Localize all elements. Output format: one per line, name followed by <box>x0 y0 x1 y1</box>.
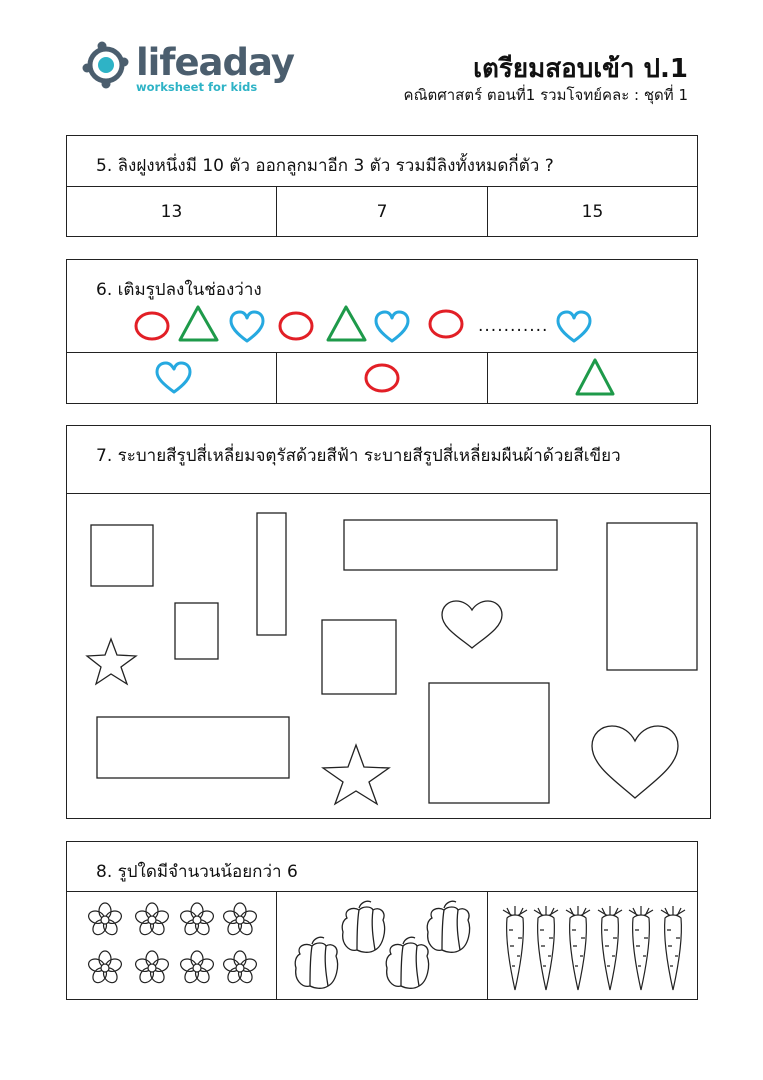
question-7-text: 7. ระบายสีรูปสี่เหลี่ยมจตุรัสด้วยสีฟ้า ระบายสีรูปสี่เหลี่ยมผืนผ้าด้วยสีเขียว <box>96 446 621 466</box>
flower-icon <box>87 903 123 937</box>
carrot-group[interactable] <box>503 906 685 990</box>
carrot-icon <box>503 906 527 990</box>
page-subtitle: คณิตศาสตร์ ตอนที่1 รวมโจทย์คละ : ชุดที่ 1 <box>403 86 688 104</box>
bell-pepper-icon <box>295 937 337 988</box>
flower-icon <box>134 951 170 985</box>
carrot-icon <box>566 906 590 990</box>
carrot-icon <box>598 906 622 990</box>
flower-group[interactable] <box>87 903 258 985</box>
flower-icon <box>87 951 123 985</box>
bell-pepper-icon <box>386 937 428 988</box>
question-8-text: 8. รูปใดมีจำนวนน้อยกว่า 6 <box>96 862 298 882</box>
flower-icon <box>222 951 258 985</box>
bell-pepper-icon <box>342 901 384 952</box>
flower-icon <box>222 903 258 937</box>
carrot-icon <box>534 906 558 990</box>
question-5-answer-b[interactable]: 7 <box>376 202 388 222</box>
flower-icon <box>134 903 170 937</box>
carrot-icon <box>629 906 653 990</box>
question-5-answer-c[interactable]: 15 <box>581 202 604 222</box>
carrot-icon <box>661 906 685 990</box>
question-6-blank[interactable]: ........... <box>478 316 549 336</box>
question-5-answer-a[interactable]: 13 <box>160 202 183 222</box>
flower-icon <box>179 951 215 985</box>
page-title: เตรียมสอบเข้า ป.1 <box>473 54 688 84</box>
bell-pepper-icon <box>427 901 469 952</box>
pepper-group[interactable] <box>295 901 469 988</box>
question-5-text: 5. ลิงฝูงหนึ่งมี 10 ตัว ออกลูกมาอีก 3 ตัว รวมมีลิงทั้งหมดกี่ตัว ? <box>96 156 554 176</box>
question-6-text: 6. เติมรูปลงในช่องว่าง <box>96 280 262 300</box>
logo-text: lifeaday <box>136 41 294 84</box>
logo-tagline: worksheet for kids <box>136 80 258 94</box>
flower-icon <box>179 903 215 937</box>
